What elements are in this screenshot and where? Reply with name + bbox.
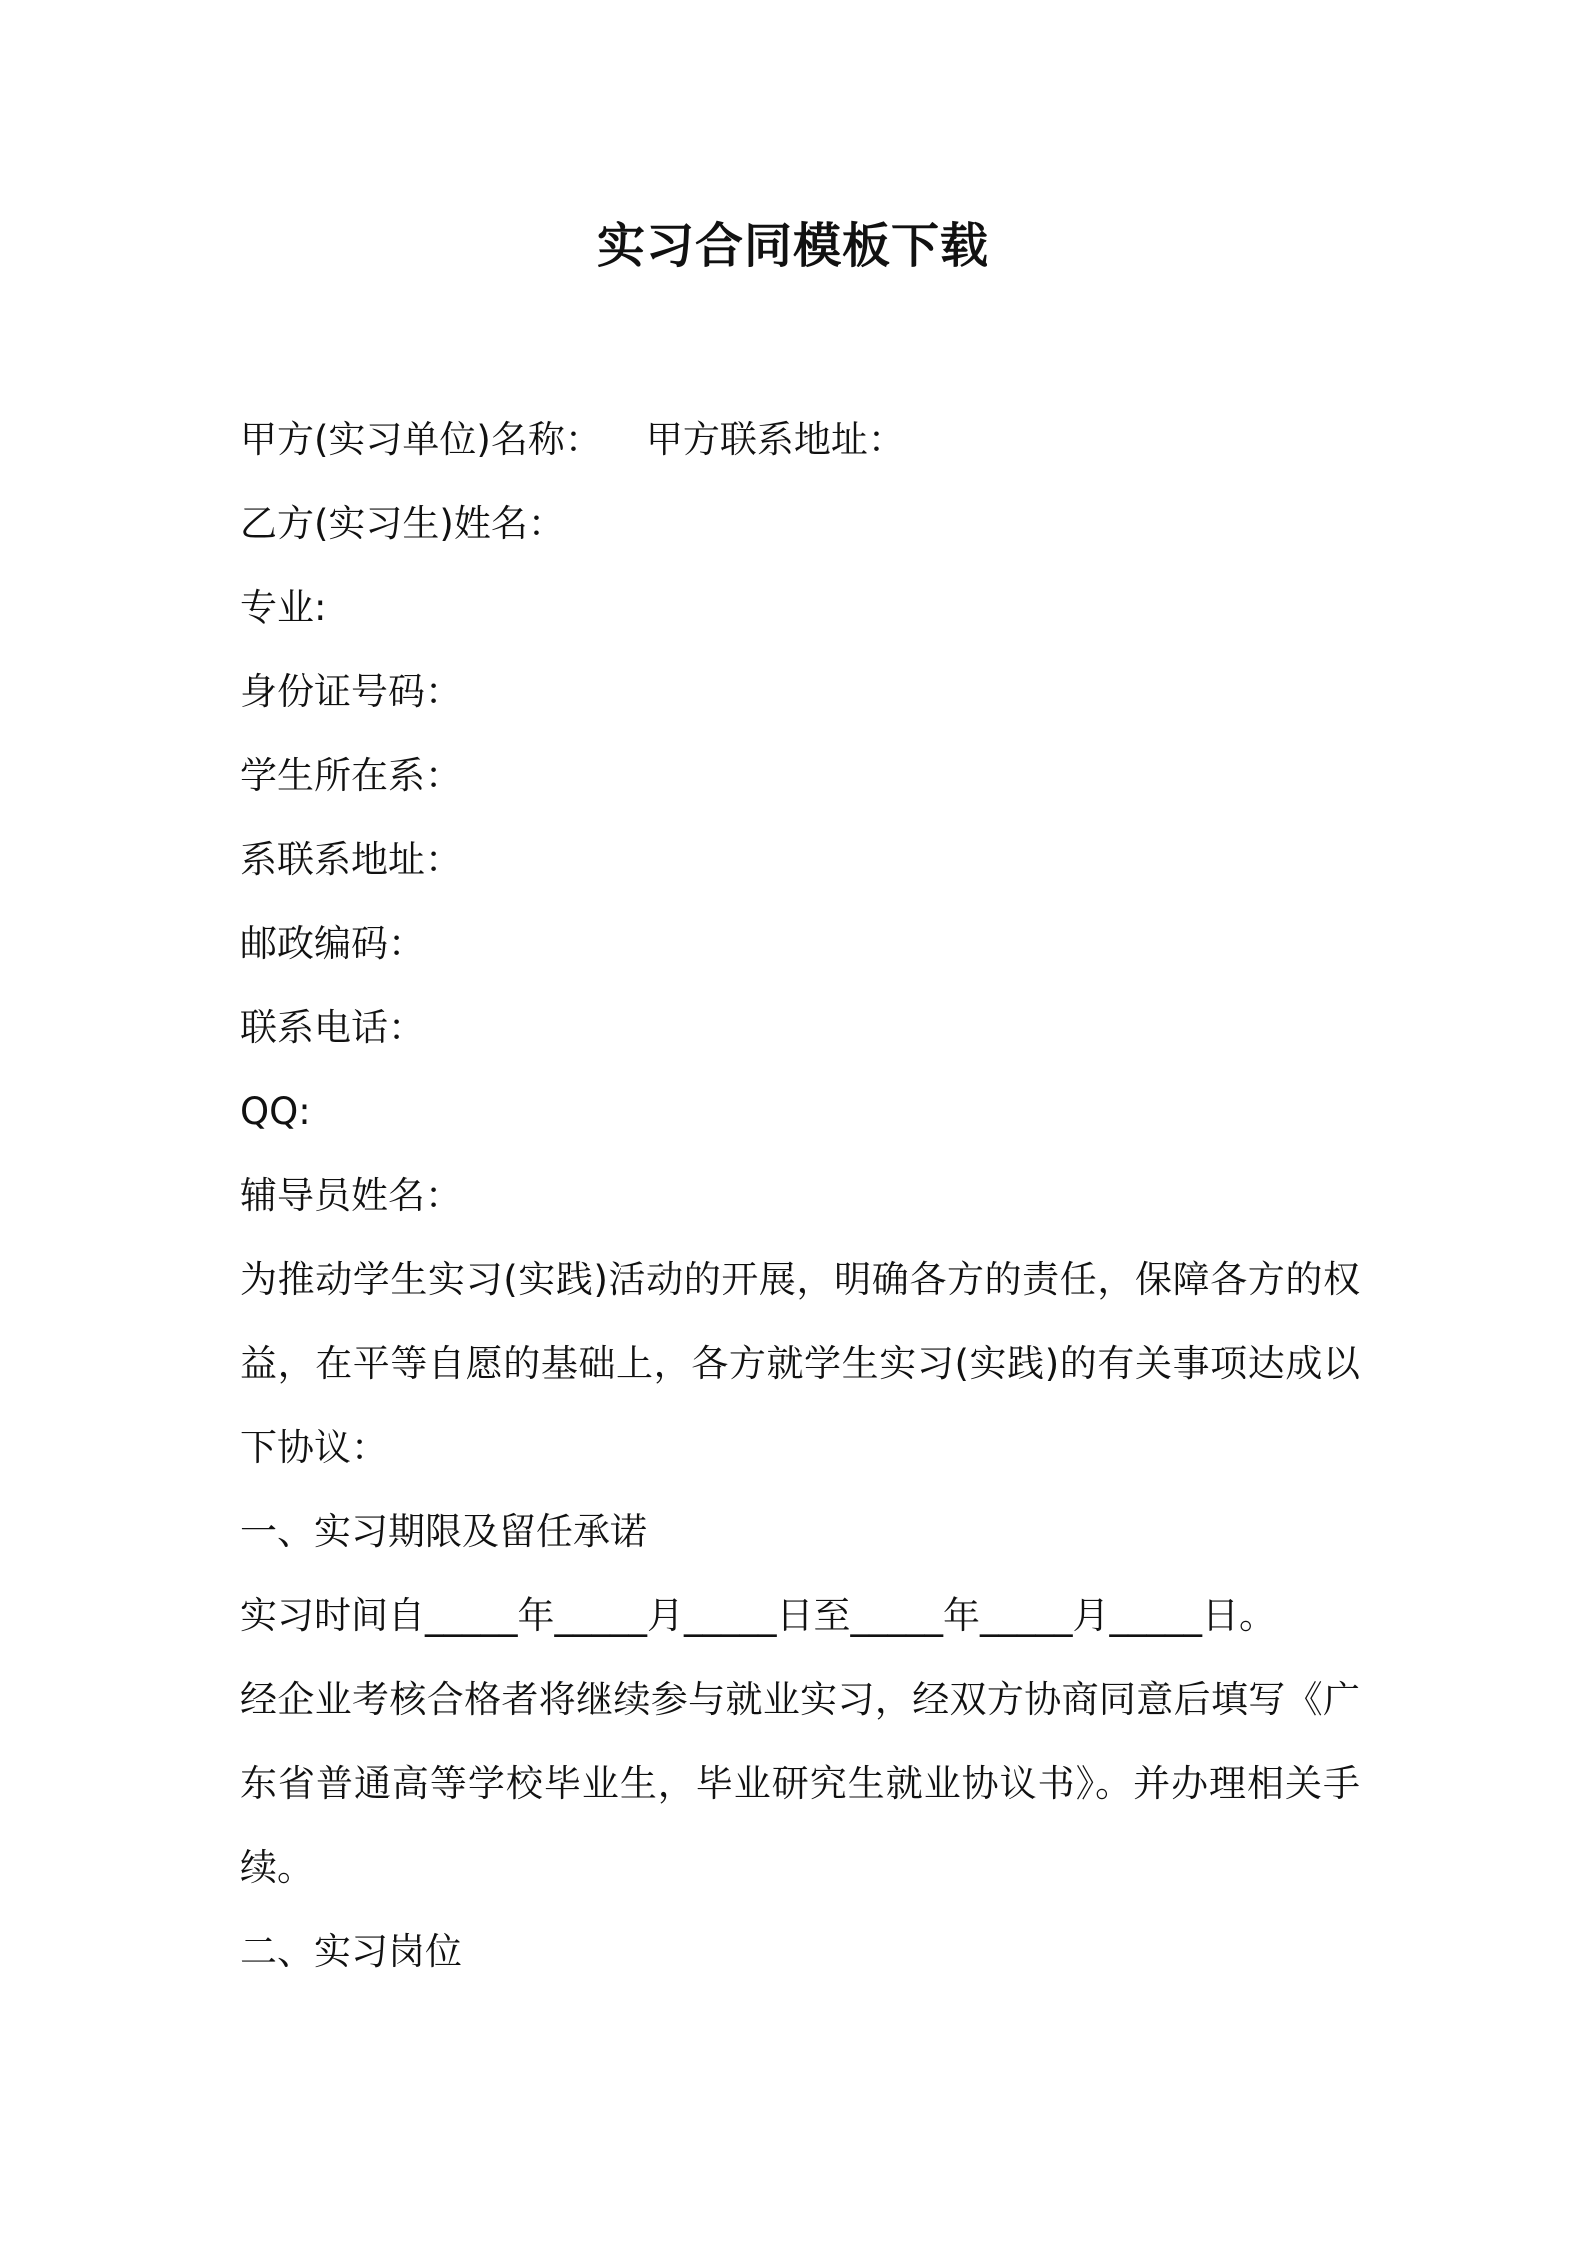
phone-label: 联系电话： xyxy=(240,1006,425,1049)
section-1-heading: 一、实习期限及留任承诺 xyxy=(240,1510,647,1553)
postal-code-label: 邮政编码： xyxy=(240,922,425,965)
party-a-address-label: 甲方联系地址： xyxy=(645,418,905,461)
party-b-name-label: 乙方(实习生)姓名： xyxy=(240,502,565,545)
party-a-line xyxy=(240,398,1360,482)
major-label: 专业: xyxy=(240,586,327,629)
document-body xyxy=(240,398,1360,1994)
department-label: 学生所在系： xyxy=(240,754,462,797)
section-2-heading: 二、实习岗位 xyxy=(240,1930,462,1973)
department-address-label: 系联系地址： xyxy=(240,838,462,881)
retention-paragraph: 经企业考核合格者将继续参与就业实习，经双方协商同意后填写《广东省普通高等学校毕业生，毕业研究生就业协议书》。并办理相关手续。 xyxy=(240,1678,1360,1889)
qq-label: QQ: xyxy=(240,1090,311,1133)
id-number-label: 身份证号码： xyxy=(240,670,462,713)
internship-period-line: 实习时间自_____年_____月_____日至_____年_____月_____日。 xyxy=(240,1594,1276,1637)
intro-paragraph: 为推动学生实习(实践)活动的开展，明确各方的责任，保障各方的权益，在平等自愿的基础上，各方就学生实习(实践)的有关事项达成以下协议： xyxy=(240,1258,1360,1469)
document-title: 实习合同模板下载 xyxy=(596,218,989,274)
counselor-label: 辅导员姓名： xyxy=(240,1174,462,1217)
party-a-name-label: 甲方(实习单位)名称： xyxy=(240,418,602,461)
